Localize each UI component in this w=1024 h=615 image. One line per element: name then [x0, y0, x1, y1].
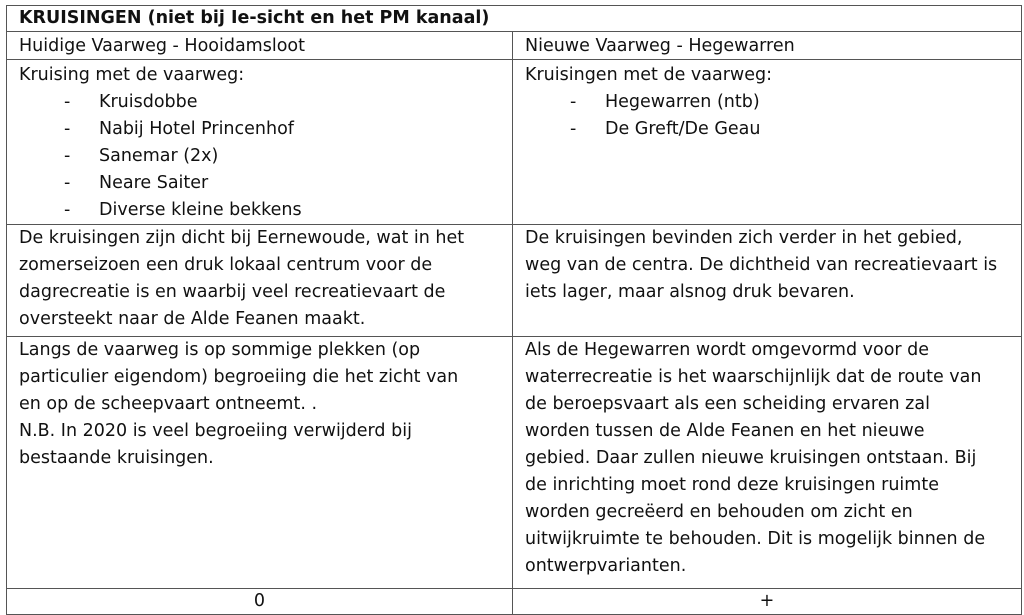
- list-item-label: Nabij Hotel Princenhof: [99, 119, 294, 139]
- list-item: [19, 170, 512, 197]
- column-header-current: Huidige Vaarweg - Hooidamsloot: [7, 32, 513, 60]
- text-line: dagrecreatie is en waarbij veel recreatievaart de: [19, 282, 446, 302]
- list-item: [19, 89, 512, 116]
- text-line: Langs de vaarweg is op sommige plekken (op: [19, 340, 421, 360]
- text-line: ontwerpvarianten.: [525, 556, 687, 576]
- list-item: [525, 116, 1021, 143]
- new-score: +: [513, 589, 1022, 615]
- column-header-new: Nieuwe Vaarweg - Hegewarren: [513, 32, 1022, 60]
- new-location-cell: [513, 225, 1022, 337]
- current-crossings-list: [19, 89, 512, 224]
- dash-bullet: -: [64, 146, 71, 166]
- current-list-intro: Kruising met de vaarweg:: [19, 65, 245, 85]
- list-item: [19, 143, 512, 170]
- text-line: en op de scheepvaart ontneemt. .: [19, 394, 318, 414]
- current-score: 0: [7, 589, 513, 615]
- text-line: zomerseizoen een druk lokaal centrum voor de: [19, 255, 433, 275]
- text-line: de inrichting moet rond deze kruisingen ruimte: [525, 475, 939, 495]
- text-line: worden tussen de Alde Feanen en het nieuwe: [525, 421, 925, 441]
- text-line: Als de Hegewarren wordt omgevormd voor de: [525, 340, 930, 360]
- criteria-table: [6, 5, 1022, 615]
- list-item: [525, 89, 1021, 116]
- text-line: iets lager, maar alsnog druk bevaren.: [525, 282, 855, 302]
- list-item-label: Neare Saiter: [99, 173, 209, 193]
- text-line: De kruisingen bevinden zich verder in het gebied,: [525, 228, 963, 248]
- new-visibility-cell: [513, 337, 1022, 589]
- dash-bullet: -: [570, 92, 577, 112]
- text-line: worden gecreëerd en behouden om zicht en: [525, 502, 913, 522]
- text-line: gebied. Daar zullen nieuwe kruisingen ontstaan. Bij: [525, 448, 977, 468]
- current-visibility-cell: [7, 337, 513, 589]
- text-line: waterrecreatie is het waarschijnlijk dat de route van: [525, 367, 982, 387]
- text-line: de beroepsvaart als een scheiding ervaren zal: [525, 394, 930, 414]
- text-line: bestaande kruisingen.: [19, 448, 214, 468]
- new-crossings-list: [525, 89, 1021, 143]
- list-item-label: Diverse kleine bekkens: [99, 200, 302, 220]
- new-crossings-cell: [513, 60, 1022, 225]
- new-list-intro: Kruisingen met de vaarweg:: [525, 65, 772, 85]
- text-line: N.B. In 2020 is veel begroeiing verwijderd bij: [19, 421, 412, 441]
- current-location-cell: [7, 225, 513, 337]
- current-crossings-cell: [7, 60, 513, 225]
- list-item-label: Kruisdobbe: [99, 92, 198, 112]
- dash-bullet: -: [570, 119, 577, 139]
- dash-bullet: -: [64, 173, 71, 193]
- text-line: weg van de centra. De dichtheid van recreatievaart is: [525, 255, 998, 275]
- list-item-label: Sanemar (2x): [99, 146, 219, 166]
- text-line: oversteekt naar de Alde Feanen maakt.: [19, 309, 366, 329]
- dash-bullet: -: [64, 200, 71, 220]
- text-line: uitwijkruimte te behouden. Dit is mogelijk binnen de: [525, 529, 986, 549]
- table-title: KRUISINGEN (niet bij Ie-sicht en het PM kanaal): [7, 6, 1022, 32]
- text-line: De kruisingen zijn dicht bij Eernewoude, wat in het: [19, 228, 465, 248]
- text-line: particulier eigendom) begroeiing die het zicht van: [19, 367, 459, 387]
- dash-bullet: -: [64, 92, 71, 112]
- list-item-label: De Greft/De Geau: [605, 119, 761, 139]
- list-item: [19, 116, 512, 143]
- dash-bullet: -: [64, 119, 71, 139]
- list-item: [19, 197, 512, 224]
- list-item-label: Hegewarren (ntb): [605, 92, 760, 112]
